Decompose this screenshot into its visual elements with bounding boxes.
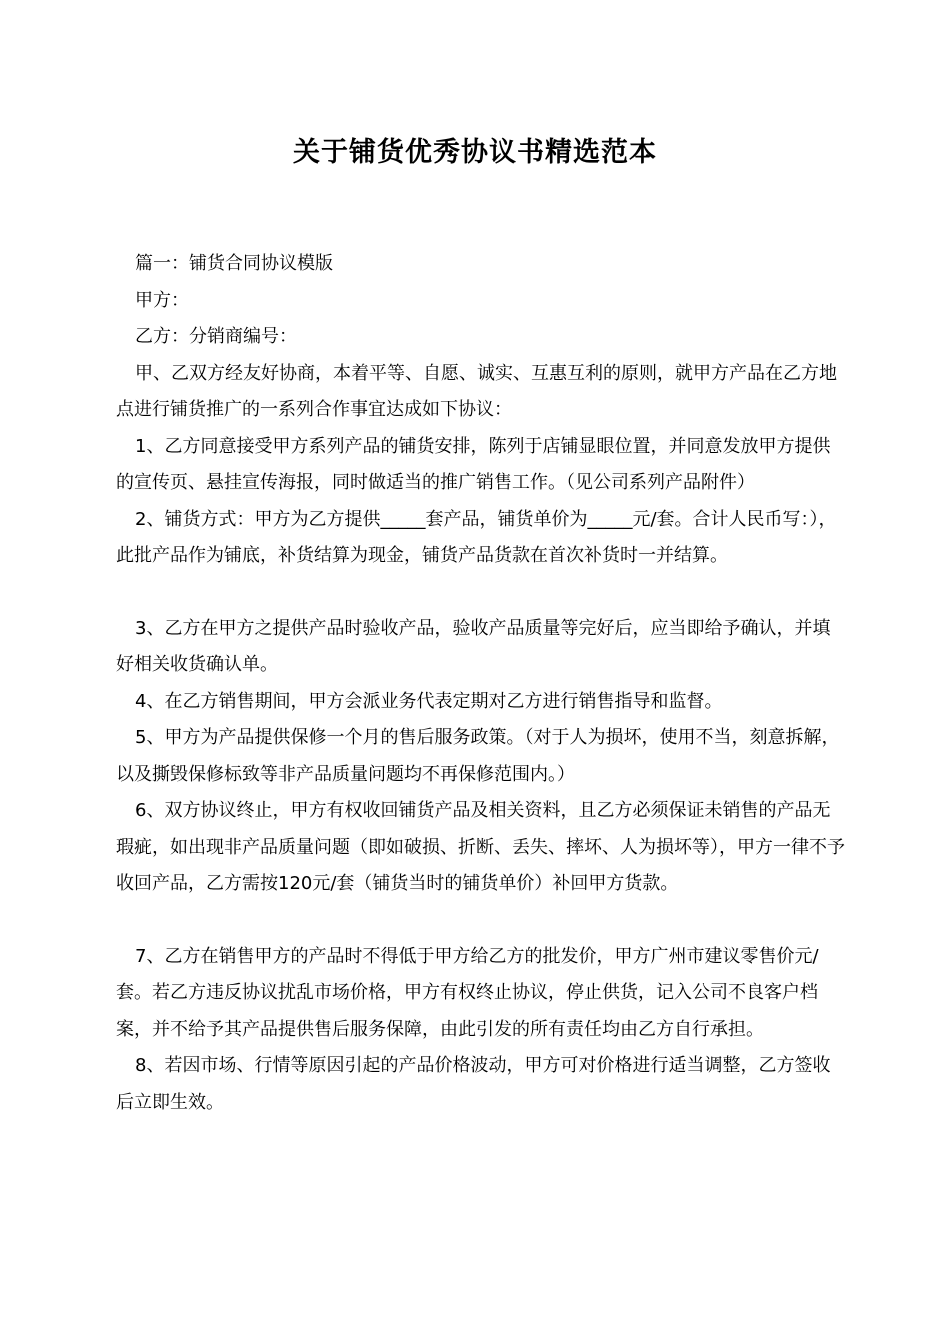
document-body — [116, 246, 846, 1121]
clause-4: 4、在乙方销售期间，甲方会派业务代表定期对乙方进行销售指导和监督。 — [135, 690, 723, 712]
clause-3: 3、乙方在甲方之提供产品时验收产品，验收产品质量等完好后，应当即给予确认，并填好相关收货确认单。 — [116, 617, 831, 675]
party-a-line: 甲方： — [135, 289, 189, 311]
party-b-line: 乙方：分销商编号： — [135, 326, 297, 347]
clause-5: 5、甲方为产品提供保修一个月的售后服务政策。（对于人为损坏，使用不当，刻意拆解，以及撕毁保修标致等非产品质量问题均不再保修范围内。） — [116, 727, 840, 785]
document-title: 关于铺货优秀协议书精选范本 — [293, 137, 657, 168]
clause-1: 1、乙方同意接受甲方系列产品的铺货安排，陈列于店铺显眼位置，并同意发放甲方提供的宣传页、悬挂宣传海报，同时做适当的推广销售工作。（见公司系列产品附件） — [116, 435, 831, 493]
clause-6: 6、双方协议终止，甲方有权收回铺货产品及相关资料，且乙方必须保证未销售的产品无瑕疵，如出现非产品质量问题（即如破损、折断、丢失、摔坏、人为损坏等），甲方一律不予收回产品，乙方需按120元/套（铺货当时的铺货单价）补回甲方货款。 — [116, 800, 845, 894]
clause-7: 7、乙方在销售甲方的产品时不得低于甲方给乙方的批发价，甲方广州市建议零售价元/套。若乙方违反协议扰乱市场价格，甲方有权终止协议，停止供货，记入公司不良客户档案，并不给予其产品提供售后服务保障，由此引发的所有责任均由乙方自行承担。 — [116, 945, 819, 1040]
section-heading: 篇一：铺货合同协议模版 — [135, 253, 333, 274]
clause-8: 8、若因市场、行情等原因引起的产品价格波动，甲方可对价格进行适当调整，乙方签收后立即生效。 — [116, 1055, 831, 1113]
clause-2: 2、铺货方式：甲方为乙方提供_____套产品，铺货单价为_____元/套。合计人民币写：），此批产品作为铺底，补货结算为现金，铺货产品货款在首次补货时一并结算。 — [116, 508, 837, 566]
preamble-paragraph: 甲、乙双方经友好协商，本着平等、自愿、诚实、互惠互利的原则，就甲方产品在乙方地点进行铺货推广的一系列合作事宜达成如下协议： — [116, 362, 837, 420]
